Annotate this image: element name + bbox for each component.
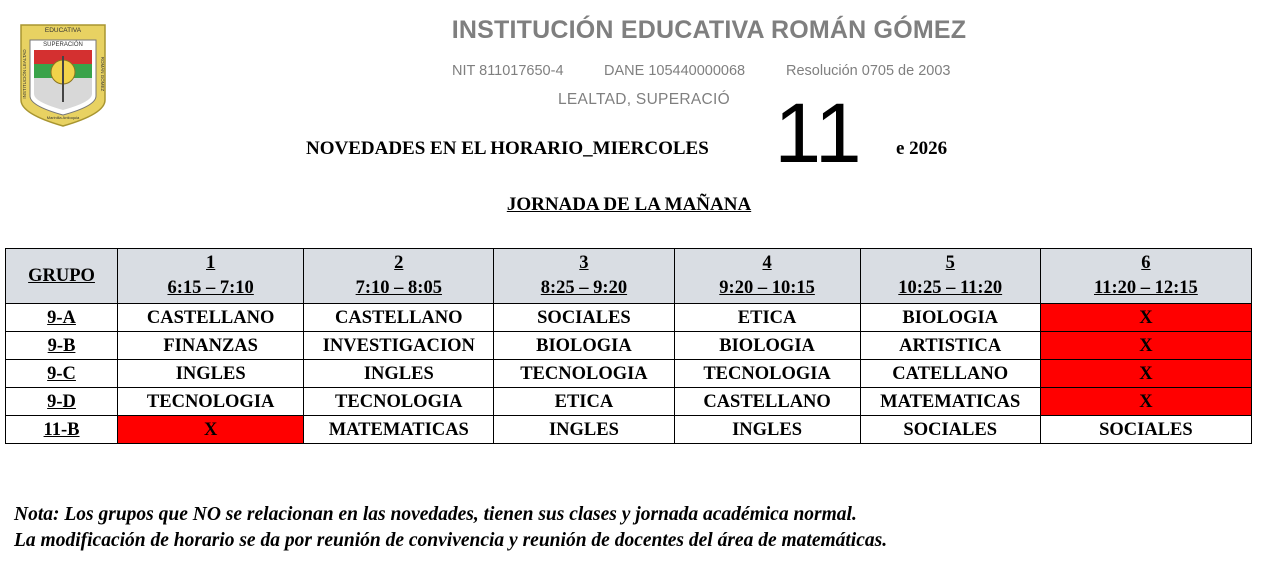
shield-icon (18, 22, 108, 128)
period-number: 4 (762, 253, 772, 273)
period-header (118, 249, 304, 304)
period-time: 11:20 – 12:15 (1093, 278, 1198, 298)
group-header-label: GRUPO (28, 265, 95, 286)
table-row (6, 304, 1252, 332)
period-header (304, 249, 494, 304)
group-cell (6, 416, 118, 444)
subject-cell: BIOLOGIA (494, 332, 674, 360)
period-time: 9:20 – 10:15 (719, 278, 815, 298)
subject-cell: TECNOLOGIA (118, 388, 304, 416)
resolution-text: Resolución 0705 de 2003 (786, 63, 951, 79)
subject-cell: INVESTIGACION (304, 332, 494, 360)
period-time: 8:25 – 9:20 (540, 278, 628, 298)
period-header (1040, 249, 1251, 304)
dane-text: DANE 105440000068 (604, 63, 746, 79)
institution-name: INSTITUCIÓN EDUCATIVA ROMÁN GÓMEZ (451, 16, 967, 44)
cancelled-cell: X (1040, 388, 1251, 416)
table-header-row (6, 249, 1252, 304)
subject-cell: INGLES (118, 360, 304, 388)
group-cell (6, 332, 118, 360)
period-header (494, 249, 674, 304)
subject-cell: INGLES (494, 416, 674, 444)
subject-cell: CATELLANO (860, 360, 1040, 388)
period-number: 1 (206, 253, 216, 273)
subject-cell: MATEMATICAS (860, 388, 1040, 416)
group-label: 9-C (47, 363, 76, 384)
school-shield-logo (18, 22, 108, 128)
subject-cell: CASTELLANO (304, 304, 494, 332)
period-number: 3 (579, 253, 589, 273)
cancelled-cell: X (118, 416, 304, 444)
subject-cell: BIOLOGIA (860, 304, 1040, 332)
subject-cell: TECNOLOGIA (304, 388, 494, 416)
period-time: 10:25 – 11:20 (898, 278, 1003, 298)
table-row (6, 360, 1252, 388)
cancelled-cell: X (1040, 332, 1251, 360)
subject-cell: MATEMATICAS (304, 416, 494, 444)
period-header (860, 249, 1040, 304)
logo-text-top: EDUCATIVA (44, 27, 82, 34)
group-column-header (6, 249, 118, 304)
cancelled-cell: X (1040, 304, 1251, 332)
subject-cell: TECNOLOGIA (494, 360, 674, 388)
shift-heading: JORNADA DE LA MAÑANA (506, 194, 752, 215)
group-label: 9-B (47, 335, 76, 356)
subject-cell: INGLES (304, 360, 494, 388)
period-number: 2 (394, 253, 404, 273)
logo-text-right: ROMÁN GÓMEZ (100, 56, 105, 92)
document-title-right: e 2026 (896, 138, 948, 159)
note-line: La modificación de horario se da por reunión de convivencia y reunión de docentes del área de matemáticas. (14, 530, 888, 551)
subject-cell: BIOLOGIA (674, 332, 860, 360)
document-title-left: NOVEDADES EN EL HORARIO_MIERCOLES (306, 138, 709, 159)
subject-cell: FINANZAS (118, 332, 304, 360)
group-cell (6, 388, 118, 416)
group-cell (6, 360, 118, 388)
cancelled-cell: X (1040, 360, 1251, 388)
group-label: 9-D (47, 391, 76, 412)
subject-cell: CASTELLANO (674, 388, 860, 416)
group-label: 9-A (47, 307, 76, 328)
period-time: 7:10 – 8:05 (355, 278, 442, 298)
motto-text: LEALTAD, SUPERACIÓ (558, 91, 730, 108)
subject-cell: SOCIALES (860, 416, 1040, 444)
group-label: 11-B (43, 419, 80, 440)
table-row (6, 416, 1252, 444)
period-number: 5 (945, 253, 955, 273)
logo-text-left: INSTITUCIÓN LEALTAD (22, 49, 27, 99)
period-number: 6 (1141, 253, 1151, 273)
subject-cell: CASTELLANO (118, 304, 304, 332)
subject-cell: ARTISTICA (860, 332, 1040, 360)
subject-cell: ETICA (674, 304, 860, 332)
subject-cell: SOCIALES (494, 304, 674, 332)
nit-text: NIT 811017650-4 (452, 63, 564, 79)
day-number-overlay: 11 (772, 88, 864, 178)
schedule-table (5, 248, 1252, 444)
period-time: 6:15 – 7:10 (167, 278, 254, 298)
subject-cell: ETICA (494, 388, 674, 416)
subject-cell: INGLES (674, 416, 860, 444)
logo-text-middle: SUPERACIÓN (43, 42, 83, 48)
table-row (6, 388, 1252, 416)
table-row (6, 332, 1252, 360)
subject-cell: TECNOLOGIA (674, 360, 860, 388)
period-header (674, 249, 860, 304)
subject-cell: SOCIALES (1040, 416, 1251, 444)
group-cell (6, 304, 118, 332)
note-line: Nota: Los grupos que NO se relacionan en las novedades, tienen sus clases y jornada académica normal. (14, 504, 857, 525)
logo-text-bottom: Marinilla Antioquia (46, 115, 80, 120)
